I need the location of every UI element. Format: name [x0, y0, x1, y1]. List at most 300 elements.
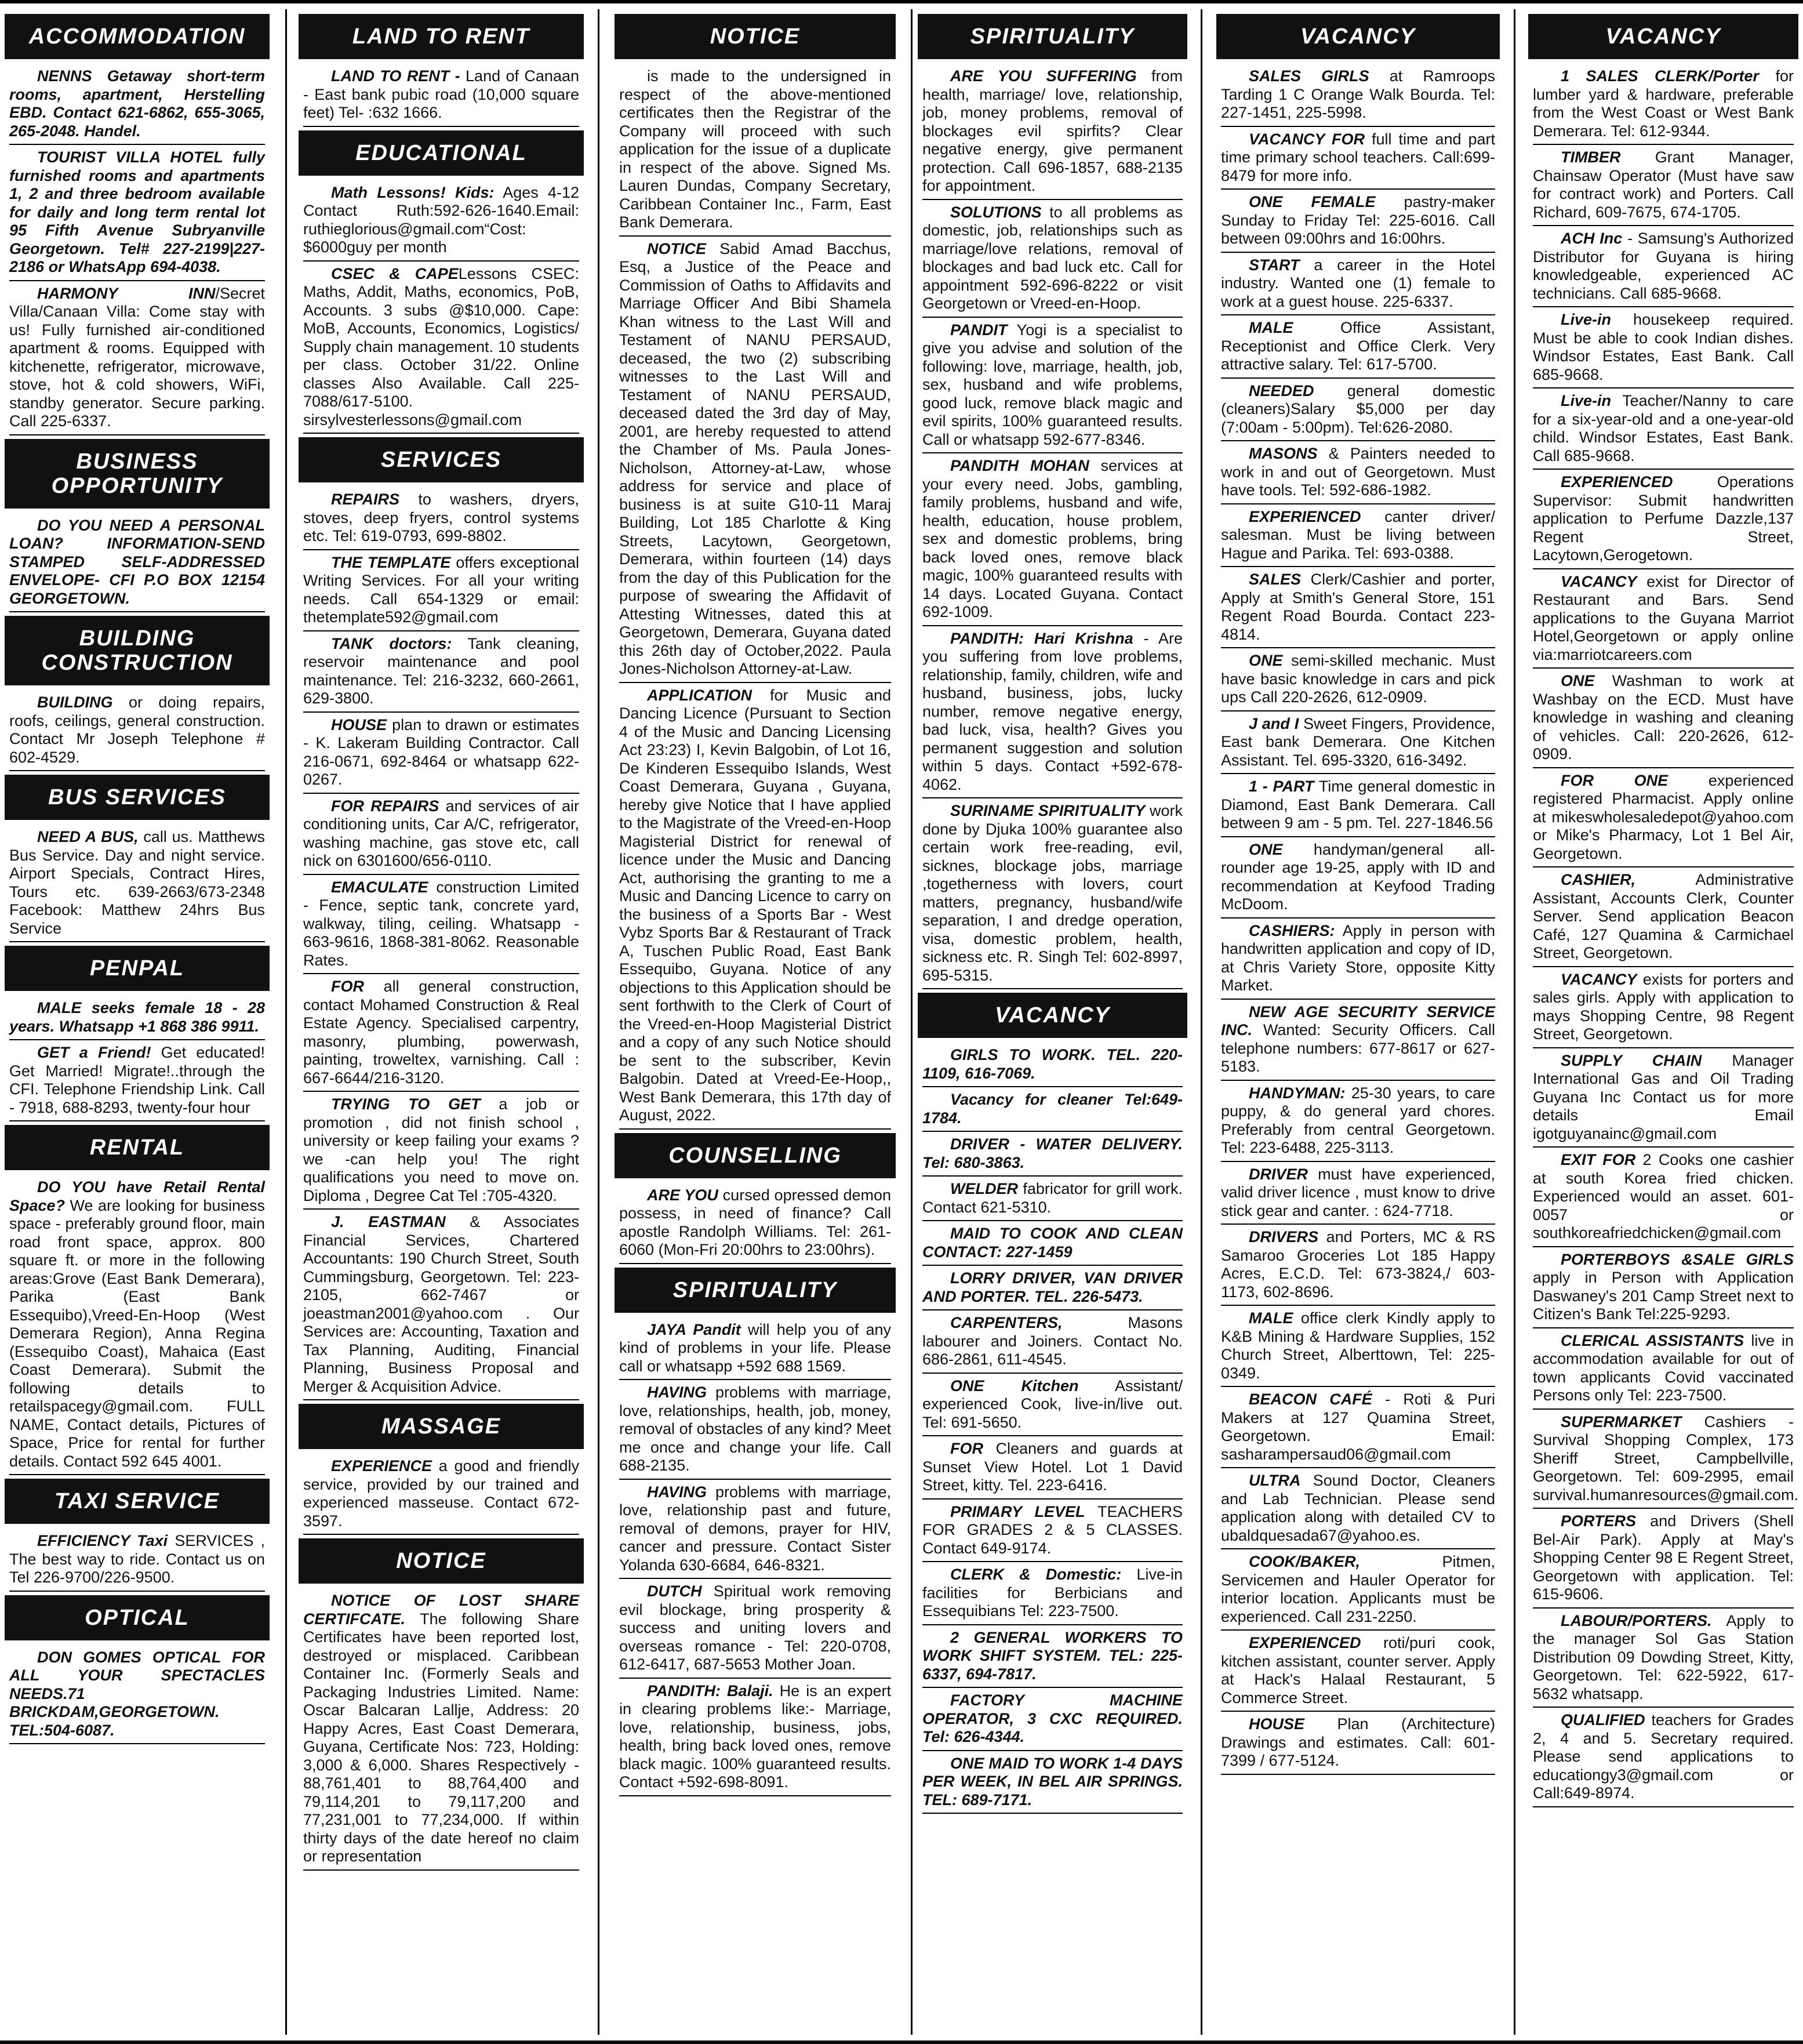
ad-lead: HAVING [647, 1384, 707, 1401]
section-header: SPIRITUALITY [918, 14, 1187, 59]
classified-ad [922, 204, 1183, 318]
ad-lead: DO YOU NEED A PERSONAL LOAN? INFORMATION-SEND STAMPED SELF-ADDRESSED ENVELOPE- CFI P.O BOX 12154 GEORGETOWN. [9, 516, 265, 607]
classified-ad [1221, 67, 1495, 127]
ad-body: SERVICES , The best way to ride. Contact us on Tel 226-9700/226-9500. [9, 1532, 265, 1586]
ad-body: Get educated! Get Married! Migrate!..through the CFI. Telephone Friendship Link. Call - 7918, 688-8293, twenty-four hour [9, 1044, 265, 1116]
ad-lead: PRIMARY LEVEL [950, 1502, 1085, 1520]
ad-body: Apply to the manager Sol Gas Station Distribution 09 Dowding Street, Kitty, Georgetown. Tel: 622-5922, 617-5632 whatsapp. [1533, 1611, 1794, 1702]
ad-body: Administrative Assistant, Accounts Clerk, Counter Server. Send application Beacon Café, 127 Quamina & Carmichael Street, Georgetown. [1533, 871, 1794, 961]
column-divider [911, 9, 913, 2035]
classified-ad [922, 630, 1183, 799]
section-header: EDUCATIONAL [299, 130, 584, 176]
ad-body: for Music and Dancing Licence (Pursuant to Section 4 of the Music and Dancing Licensing Act 23:23) I, Kevin Balgobin, of Lot 16, De Kinderen Essequibo Islands, West Coast Demerara, Guyana , Guyana, hereby give Notice that I have applied to the Magistrate of the Vreed-en-Hoop Magisterial District for renewal of licence under the Music and Dancing Act, authorising the granting to me a Music and Dancing Licence to carry on the business of a Sports Bar - West Vybz Sports Bar & Restaurant of Track A, Tuschen Public Road, East Bank Essequibo, Guyana. Notice of any objections to this Application should be sent forthwith to the Clerk of Court of the Vreed-en-Hoop Magisterial District and a copy of any such Notice should be sent to the subscriber, Kevin Balgobin. Dated at Vreed-Ee-Hoop,, West Bank Demerara, this 17th day of August, 2022. [619, 686, 891, 1124]
ad-lead: ARE YOU SUFFERING [950, 67, 1137, 85]
ad-lead: HAVING [647, 1483, 707, 1501]
ad-body: Cashiers - Survival Shopping Complex, 173 Sheriff Street, Campbellville, Georgetown. Tel: 609-2995, email survival.humanresources@gmail.com. [1533, 1413, 1798, 1504]
classified-ad [1533, 1711, 1794, 1807]
ad-body: The following Share Certificates have been reported lost, destroyed or misplaced. Caribbean Container Inc. (Formerly Seals and Packaging Industries Limited. Name: Oscar Balcaran Lallje, Address: 20 Happy Acres, East Coast Demerara, Guyana, Certificate Nos: 723, Holding: 3,000 & 6,000. Shares Respectively - 88,761,401 to 88,764,400 and 79,114,201 to 79,117,200 and 77,231,001 to 77,234,000. If within thirty days of the date hereof no claim or representation [303, 1610, 579, 1865]
ad-body: and services of air conditioning units, Car A/C, refrigerator, washing machine, gas stove etc, call nick on 6301600/656-0110. [303, 797, 579, 869]
ad-lead: TANK doctors: [331, 634, 452, 652]
ad-lead: VACANCY [1561, 970, 1637, 988]
classified-ad [9, 694, 265, 771]
section-header: NOTICE [299, 1538, 584, 1584]
ad-lead: NOTICE [647, 239, 707, 257]
classified-ad [922, 802, 1183, 989]
section-header: MASSAGE [299, 1404, 584, 1449]
classified-ad [9, 1044, 265, 1121]
ad-body: Live-in facilities for Berbicians and Essequibians Tel: 223-7500. [922, 1566, 1183, 1620]
ad-lead: ULTRA [1249, 1472, 1301, 1489]
classified-ad [1221, 319, 1495, 379]
ad-lead: NENNS Getaway short-term rooms, apartment, Herstelling EBD. Contact 621-6862, 655-3065, 265-2048. Handel. [9, 67, 265, 140]
classified-ad [922, 1180, 1183, 1221]
classified-ad [619, 1483, 891, 1580]
ad-body: construction Limited - Fence, septic tank, concrete yard, walkway, tiling, ceiling. Whatsapp - 663-9616, 1868-381-8062. Reasonable Rates. [303, 878, 579, 969]
classified-ad [1533, 971, 1794, 1048]
classified-ad [1533, 1612, 1794, 1708]
classified-ad [1221, 1228, 1495, 1306]
classified-ad [1221, 778, 1495, 837]
classified-ad [922, 1503, 1183, 1563]
ad-lead: EXPERIENCED [1561, 473, 1673, 491]
ad-lead: ONE MAID TO WORK 1-4 DAYS PER WEEK, IN BEL AIR SPRINGS. TEL: 689-7171. [922, 1754, 1183, 1809]
classified-ad [922, 1269, 1183, 1310]
classified-ad [303, 184, 579, 262]
classified-ad [922, 1377, 1183, 1437]
classified-ad [619, 687, 891, 1130]
ad-lead: BEACON CAFÉ [1249, 1390, 1372, 1408]
ad-lead: ONE Kitchen [950, 1377, 1079, 1395]
section-header: BUSINESS OPPORTUNITY [5, 439, 270, 509]
classified-ad [303, 1213, 579, 1400]
classified-ad [1221, 1390, 1495, 1468]
classified-ad [9, 517, 265, 613]
classified-ad [303, 67, 579, 127]
ad-body: for lumber yard & hardware, preferable from the West Coast or West Bank Demerara. Tel: 612-9344. [1533, 67, 1794, 140]
ad-lead: Live-in [1561, 311, 1612, 328]
section-header: BUILDING CONSTRUCTION [5, 616, 270, 685]
ad-lead: NEW AGE SECURITY SERVICE INC. [1221, 1003, 1495, 1039]
ad-lead: VACANCY FOR [1249, 130, 1365, 148]
ad-body: TEACHERS FOR GRADES 2 & 5 CLASSES. Contact 649-9174. [922, 1502, 1183, 1557]
ad-lead: REPAIRS [331, 491, 400, 508]
classified-ad [922, 1629, 1183, 1689]
ad-body: general domestic (cleaners)Salary $5,000 per day (7:00am - 5:00pm). Tel:626-2080. [1221, 382, 1495, 436]
ad-body: Clerk/Cashier and porter, Apply at Smith's General Store, 151 Regent Road Bourda. Contact 223-4814. [1221, 571, 1495, 643]
classified-ad [922, 457, 1183, 626]
ad-body: a job or promotion , did not finish school , university or keep failing your exams ? we -can help you! The right qualifications you need to move on. Diploma , Degree Cat Tel :705-4320. [303, 1095, 579, 1204]
ad-lead: SALES GIRLS [1249, 67, 1369, 85]
classified-ad [1221, 1003, 1495, 1081]
classified-ad [1221, 571, 1495, 648]
ad-body: a career in the Hotel industry. Wanted one (1) female to work at a guest house. 225-6337. [1221, 256, 1495, 310]
classified-ad [303, 797, 579, 875]
section-header: RENTAL [5, 1125, 270, 1170]
classified-ad [303, 878, 579, 975]
ad-lead: 2 GENERAL WORKERS TO WORK SHIFT SYSTEM. TEL: 225-6337, 694-7817. [922, 1628, 1183, 1683]
ad-lead: PANDITH: Hari Krishna [950, 629, 1133, 647]
ad-body: & Painters needed to work in and out of Georgetown. Must have tools. Tel: 592-686-1982. [1221, 445, 1495, 499]
ad-body: and Drivers (Shell Bel-Air Park). Apply at May's Shopping Center 98 E Regent Street, Georgetown with application. Tel: 615-9606. [1533, 1512, 1794, 1603]
ad-body: Time general domestic in Diamond, East Bank Demerara. Call between 9 am - 5 pm. Tel. 227-1846.56 [1221, 778, 1495, 832]
ad-lead: HANDYMAN: [1249, 1084, 1346, 1102]
ad-lead: MAID TO COOK AND CLEAN CONTACT: 227-1459 [922, 1225, 1183, 1261]
ad-body: He is an expert in clearing problems like:- Marriage, love, relationship, business, jobs, health, bring back loved ones, remove black magic. 100% guaranteed results. Contact +592-698-8091. [619, 1682, 892, 1791]
classified-ad [1533, 230, 1794, 307]
classified-ad [1533, 1512, 1794, 1609]
ad-lead: EXPERIENCE [331, 1457, 432, 1475]
ad-body: teachers for Grades 2, 4 and 5. Secretary required. Please send applications to educationgy3@gmail.com or Call:649-8974. [1533, 1711, 1794, 1802]
ad-lead: VACANCY [1561, 572, 1637, 590]
classified-ad [303, 1095, 579, 1210]
ad-body: Cleaners and guards at Sunset View Hotel. Lot 1 David Street, kitty. Tel. 223-6416. [922, 1440, 1183, 1494]
classified-ad [9, 1649, 265, 1745]
ad-body: Ages 4-12 Contact Ruth:592-626-1640.Email: ruthieglorious@gmail.com“Cost: $6000guy per month [303, 183, 579, 256]
ad-lead: EFFICIENCY Taxi [37, 1532, 168, 1549]
ad-body: full time and part time primary school teachers. Call:699-8479 for more info. [1221, 130, 1496, 184]
ad-lead: 1 SALES CLERK/Porter [1561, 67, 1760, 85]
ad-lead: FACTORY MACHINE OPERATOR, 3 CXC REQUIRED. Tel: 626-4344. [922, 1691, 1183, 1745]
classified-ad [1221, 1634, 1495, 1712]
classified-ad [303, 491, 579, 550]
ad-lead: TOURIST VILLA HOTEL fully furnished rooms and apartments 1, 2 and three bedroom available for daily and long term rental lot 95 Fifth Avenue Subryanville Georgetown. Tel# 227-2199|227-2186 or WhatsApp 694-4038. [9, 148, 265, 275]
ad-body: /Secret Villa/Canaan Villa: Come stay with us! Fully furnished air-conditioned apartment & rooms. Equipped with kitchenette, refrigerator, microwave, stove, hot & cold showers, WiFi, standby generator. Secure parking. Call 225-6337. [9, 284, 265, 430]
section-header: OPTICAL [5, 1595, 270, 1640]
ad-lead: DRIVER - WATER DELIVERY. Tel: 680-3863. [922, 1135, 1183, 1171]
ad-lead: ARE YOU [647, 1186, 718, 1204]
classified-ad [1221, 193, 1495, 253]
section-header: BUS SERVICES [5, 775, 270, 820]
classified-ad [303, 1457, 579, 1535]
ad-lead: FOR [331, 978, 364, 995]
classified-ad [1533, 1251, 1794, 1328]
ad-lead: Live-in [1561, 392, 1612, 409]
classified-ad [1221, 715, 1495, 775]
ad-body: to all problems as domestic, job, relationships such as marriage/love relations, removal of blockages and bad luck etc. Call for appointment 592-696-8222 or visit Georgetown or Vreed-en-Hoop. [922, 203, 1183, 312]
classified-ad [1533, 772, 1794, 868]
section-header: LAND TO RENT [299, 14, 584, 59]
ad-body: - Samsung's Authorized Distributor for Guyana is hiring knowledgeable, experienced AC technicians. Call 685-9668. [1533, 230, 1794, 302]
ad-body: Washman to work at Washbay on the ECD. Must have knowledge in washing and cleaning of vehicles. Call: 220-2626, 612-0909. [1533, 672, 1794, 763]
classified-ad [9, 285, 265, 435]
ad-lead: Math Lessons! Kids: [331, 183, 495, 201]
ad-lead: NOTICE OF LOST SHARE CERTIFCATE. [303, 1592, 579, 1628]
section-header: COUNSELLING [615, 1133, 896, 1178]
ad-body: or doing repairs, roofs, ceilings, general construction. Contact Mr Joseph Telephone # 602-4529. [9, 694, 265, 766]
classified-ad [1221, 1309, 1495, 1387]
classified-ad [1221, 1715, 1495, 1775]
classified-ad [1221, 841, 1495, 918]
ad-body: Spiritual work removing evil blockage, bring prosperity & success and uniting lovers and overseas romance - Tel: 220-0708, 612-6417, 687-5653 Mother Joan. [619, 1582, 891, 1673]
ad-lead: GIRLS TO WORK. TEL. 220-1109, 616-7069. [922, 1046, 1183, 1082]
classified-ad [619, 1682, 891, 1796]
ad-lead: CARPENTERS, [950, 1314, 1063, 1331]
ad-body: handyman/general all-rounder age 19-25, apply with ID and recommendation at Keyfood Trading McDoom. [1221, 840, 1495, 913]
ad-lead: ACH Inc [1561, 230, 1623, 247]
classified-ad [922, 1566, 1183, 1625]
column-divider [285, 9, 287, 2035]
classified-ad [9, 1178, 265, 1475]
ad-lead: FOR REPAIRS [331, 797, 439, 815]
ad-body: Sweet Fingers, Providence, East bank Demerara. One Kitchen Assistant. Tel. 695-3320, 616-3492. [1221, 714, 1495, 769]
classified-ad [1221, 1166, 1495, 1225]
ad-lead: PANDITH MOHAN [950, 457, 1089, 474]
ad-lead: FOR ONE [1561, 771, 1668, 789]
ad-body: - Are you suffering from love problems, relationship, family, children, wife and husband, business, jobs, lucky number, remove negative energy, bad luck, visa, health? Gives you permanent suggestion and solution within 5 days. Contact +592-678-4062. [922, 629, 1183, 793]
classified-ad [1533, 392, 1794, 470]
ad-body: 25-30 years, to care puppy, & do general yard chores. Preferably from central Georgetown. Tel: 223-6488, 225-3113. [1221, 1084, 1495, 1156]
ad-body: housekeep required. Must be able to cook Indian dishes. Windsor Estates, East Bank. Call 685-9668. [1533, 311, 1794, 383]
section-header: SERVICES [299, 437, 584, 482]
classified-ad [1533, 871, 1794, 967]
ad-body: Operations Supervisor: Submit handwritten application to Perfume Dazzle,137 Regent Street, Lacytown,Gerogetown. [1533, 473, 1794, 564]
ad-lead: HOUSE [331, 716, 387, 734]
ad-body: Office Assistant, Receptionist and Office Clerk. Very attractive salary. Tel: 617-5700. [1221, 319, 1495, 373]
ad-lead: TIMBER [1561, 148, 1621, 166]
ad-lead: LABOUR/PORTERS. [1561, 1611, 1712, 1629]
classified-ad [922, 1691, 1183, 1751]
ad-body: Teacher/Nanny to care for a six-year-old and a one-year-old child. Windsor Estates, East Bank. Call 685-9668. [1533, 392, 1794, 464]
classified-ad [9, 148, 265, 281]
classified-ad [303, 554, 579, 631]
ad-lead: EXPERIENCED [1249, 1634, 1361, 1651]
ad-lead: CSEC & CAPE [331, 264, 459, 282]
ad-body: is made to the undersigned in respect of the above-mentioned certificates then the Registrar of the Company will proceed with such application for the issue of a duplicate in respect of the above. Signed Ms. Lauren Dundas, Company Secretary, Caribbean Container Inc., Farm, East Bank Demerara. [619, 67, 891, 231]
ad-lead: ONE FEMALE [1249, 193, 1376, 210]
ad-lead: PORTERS [1561, 1512, 1637, 1530]
ad-lead: EXIT FOR [1561, 1151, 1636, 1168]
section-header: VACANCY [1528, 14, 1798, 59]
ad-body: We are looking for business space - preferably ground floor, main road front space, approx. 800 square ft. or more in the following areas:Grove (East Bank Demerara), Parika (East Bank Essequibo),Vreed-En-Hoop (West Demerara Region), Anna Regina (Essequibo Coast), Mahaica (East Coast Demerara). Submit the following details to retailspacegy@gmail.com. FULL NAME, Contact details, Pictures of Space, Price for rental for further details. Contact 592 645 4001. [9, 1196, 265, 1470]
classified-ad [9, 999, 265, 1040]
section-header: TAXI SERVICE [5, 1479, 270, 1524]
classified-ad [922, 1091, 1183, 1132]
ad-lead: APPLICATION [647, 686, 752, 704]
classified-ad [1221, 508, 1495, 568]
ad-body: Plan (Architecture) Drawings and estimates. Call: 601-7399 / 677-5124. [1221, 1715, 1495, 1769]
ad-body: plan to drawn or estimates - K. Lakeram Building Contractor. Call 216-0671, 692-8464 or whatsapp 622-0267. [303, 716, 579, 788]
classified-ad [9, 1532, 265, 1592]
classified-ad [9, 67, 265, 145]
classified-ad [1533, 148, 1794, 226]
ad-body: problems with marriage, love, relationship past and future, removal of demons, prayer for HIV, cancer and pressure. Contact Sister Yolanda 630-6684, 646-8321. [619, 1483, 891, 1574]
classified-ad [1533, 672, 1794, 768]
ad-lead: MASONS [1249, 445, 1318, 462]
column-6 [1528, 7, 1798, 2037]
ad-body: cursed opressed demon possess, in need of finance? Call apostle Randolph Williams. Tel: 261-6060 (Mon-Fri 20:00hrs to 23:00hrs). [619, 1186, 892, 1258]
ad-lead: SUPPLY CHAIN [1561, 1051, 1702, 1069]
ad-body: canter driver/ salesman. Must be living between Hague and Parika. Tel: 693-0388. [1221, 507, 1495, 562]
ad-lead: LAND TO RENT - [331, 67, 460, 85]
ad-lead: JAYA Pandit [647, 1320, 741, 1338]
classified-ad [922, 1755, 1183, 1814]
ad-body: Wanted: Security Officers. Call telephone numbers: 677-8617 or 627-5183. [1221, 1021, 1495, 1075]
ad-lead: CASHIERS: [1249, 921, 1335, 939]
ad-lead: ONE [1561, 672, 1595, 689]
ad-lead: COOK/BAKER, [1249, 1553, 1361, 1570]
ad-lead: PANDIT [950, 321, 1008, 339]
ad-lead: CLERK & Domestic: [950, 1566, 1122, 1583]
ad-lead: SALES [1249, 571, 1302, 588]
ad-body: roti/puri cook, kitchen assistant, counter server. Apply at Hack's Halaal Restaurant, 5 Commerce Street. [1221, 1634, 1495, 1707]
classified-ad [922, 1314, 1183, 1374]
classified-ad [1221, 922, 1495, 1000]
classified-ad [1221, 1553, 1495, 1631]
section-header: PENPAL [5, 946, 270, 991]
classified-ad [303, 716, 579, 794]
ad-body: semi-skilled mechanic. Must have basic knowledge in cars and pick ups Call 220-2626, 612-0909. [1221, 652, 1495, 706]
column-4 [918, 7, 1187, 2037]
classified-ad [619, 1384, 891, 1480]
ad-body: from health, marriage/ love, relationship, job, money problems, removal of blockages evil spirfits? Clear negative energy, give permanent protection. Call 696-1857, 688-2135 for appointment. [922, 67, 1183, 194]
ad-lead: MALE seeks female 18 - 28 years. Whatsapp +1 868 386 9911. [9, 999, 265, 1035]
ad-lead: DUTCH [647, 1582, 702, 1600]
ad-body: Grant Manager, Chainsaw Operator (Must have saw for contract work) and Porters. Call Richard, 609-7675, 674-1705. [1533, 148, 1794, 221]
column-1 [5, 7, 270, 2037]
column-5 [1216, 7, 1500, 2037]
classified-ad [1221, 256, 1495, 316]
ad-lead: CLERICAL ASSISTANTS [1561, 1331, 1744, 1349]
ad-body: Yogi is a specialist to give you advise and solution of the following: love, marriage, health, job, sex, husband and wife problems, good luck, remove black magic and evil spirits, 100% guaranteed results. Call or whatsapp 592-677-8346. [922, 321, 1183, 448]
classified-ad [1221, 130, 1495, 190]
classified-ad [922, 321, 1183, 454]
classified-ad [922, 1225, 1183, 1266]
classified-ad [1221, 382, 1495, 442]
ad-lead: GET a Friend! [37, 1044, 151, 1061]
ad-body: Masons labourer and Joiners. Contact No. 686-2861, 611-4545. [922, 1314, 1183, 1368]
ad-body: work done by Djuka 100% guarantee also certain work free-reading, evil, sicknes, blockage jobs, marriage ,togetherness with lovers, court matters, pregnancy, husband/wife separation, I and dredge operation, visa, domestic problem, health, sickness etc. R. Singh Tel: 602-8997, 695-5315. [922, 802, 1183, 984]
classified-ad [619, 1582, 891, 1679]
ad-lead: NEED A BUS, [37, 828, 139, 845]
classified-ad [9, 828, 265, 942]
ad-body: exists for porters and sales girls. Apply with application to mays Shopping Centre, 98 Regent Street, Georgetown. [1533, 970, 1794, 1043]
ad-body: Manager International Gas and Oil Trading Guyana Inc Contact us for more details Email igotguyanainc@gmail.com [1533, 1051, 1794, 1142]
ad-body: Sabid Amad Bacchus, Esq, a Justice of the Peace and Commission of Oaths to Affidavits and Marriage Officer And Bibi Shamela Khan witness to the Last Will and Testament of NANU PERSAUD, deceased, the two (2) subscribing witnesses to the Last Will and Testament of NANU PERSAUD, deceased dated the 3rd day of May, 2001, are hereby requested to attend the Chamber of Ms. Paula Jones-Nicholson, Attorney-at-Law, whose address for service and place of business is at suite G10-11 Maraj Building, Lot 185 Charlotte & King Streets, Lacytown, Georgetown, Demerara, within fourteen (14) days from the day of this Publication for the purpose of swearing the Affidavit of Attesting Witnesses, dated this at Georgetown, Demerara, Guyana dated this 26th day of October,2022. Paula Jones-Nicholson Attorney-at-Law. [619, 239, 891, 677]
ad-lead: DRIVERS [1249, 1228, 1319, 1246]
ad-lead: J. EASTMAN [331, 1213, 446, 1230]
classified-ad [1533, 1332, 1794, 1410]
ad-lead: SUPERMARKET [1561, 1413, 1682, 1431]
classified-ad [303, 635, 579, 713]
ad-body: Assistant/ experienced Cook, live-in/live out. Tel: 691-5650. [922, 1377, 1183, 1431]
column-divider [598, 9, 599, 2035]
ad-body: fabricator for grill work. Contact 621-5310. [922, 1180, 1183, 1216]
column-3 [615, 7, 896, 2037]
ad-lead: LORRY DRIVER, VAN DRIVER AND PORTER. TEL. 226-5473. [922, 1269, 1183, 1305]
ad-lead: EMACULATE [331, 878, 428, 896]
ad-body: apply in Person with Application Daswaney's 201 Camp Street next to Citizen's Bank Tel:225-9293. [1533, 1269, 1794, 1323]
ad-body: office clerk Kindly apply to K&B Mining & Hardware Supplies, 152 Church Street, Alberttown, Tel: 225-0349. [1221, 1309, 1495, 1382]
ad-lead: THE TEMPLATE [331, 553, 451, 571]
column-divider [1514, 9, 1515, 2035]
ad-body: & Associates Financial Services, Chartered Accountants: 190 Church Street, South Cummingsburg, Georgetown. Tel: 223-2105, 662-7467 or joeastman2001@yahoo.com . Our Services are: Accounting, Taxation and Tax Planning, Auditing, Financial Planning, Business Proposal and Merger & Acquisition Advice. [303, 1213, 579, 1395]
ad-body: a good and friendly service, provided by our trained and experienced masseuse. Contact 672-3597. [303, 1457, 579, 1530]
classified-ad [922, 1440, 1183, 1500]
ad-body: to washers, dryers, stoves, deep fryers, control systems etc. Tel: 619-0793, 699-8802. [303, 491, 579, 544]
ad-lead: 1 - PART [1249, 778, 1314, 795]
ad-body: experienced registered Pharmacist. Apply online at mikeswholesaledepot@yahoo.com or Mike's Pharmacy, Lot 1 Bel Air, Georgetown. [1533, 771, 1794, 862]
ad-lead: DRIVER [1249, 1165, 1308, 1183]
classified-ad [1533, 473, 1794, 569]
ad-body: Sound Doctor, Cleaners and Lab Technician. Please send application along with detailed CV to ubaldquesada67@yahoo.es. [1221, 1472, 1495, 1544]
ad-lead: ONE [1249, 652, 1283, 669]
ad-lead: TRYING TO GET [331, 1095, 481, 1113]
classified-ad [1221, 652, 1495, 711]
classified-ad [303, 265, 579, 434]
ad-lead: PANDITH: Balaji. [647, 1682, 773, 1700]
classified-ad [1221, 1084, 1495, 1162]
classified-ad [1533, 311, 1794, 389]
ad-body: offers exceptional Writing Services. For all your writing needs. Call 654-1329 or email: thetemplate592@gmail.com [303, 553, 579, 626]
ad-body: and Porters, MC & RS Samaroo Groceries Lot 185 Happy Acres, E.C.D. Tel: 673-3824,/ 603-1173, 602-8696. [1221, 1228, 1495, 1301]
ad-body: must have experienced, valid driver licence , must know to drive stick gear and canter. : 624-7718. [1221, 1165, 1495, 1219]
ad-lead: ONE [1249, 840, 1283, 858]
ad-body: will help you of any kind of problems in your life. Please call or whatsapp +592 688 1569. [619, 1320, 891, 1375]
ad-lead: QUALIFIED [1561, 1711, 1645, 1729]
ad-body: at Ramroops Tarding 1 C Orange Walk Bourda. Tel: 227-1451, 225-5998. [1221, 67, 1495, 121]
classified-ad [619, 67, 891, 237]
ad-lead: WELDER [950, 1180, 1018, 1197]
classified-ad [922, 67, 1183, 200]
ad-lead: SOLUTIONS [950, 203, 1042, 221]
ad-body: Land of Canaan - East bank pubic road (10,000 square feet) Tel- :632 1666. [303, 67, 579, 121]
ad-lead: MALE [1249, 319, 1293, 336]
classified-ad [303, 1592, 579, 1871]
ad-body: services at your every need. Jobs, gambling, family problems, husband and wife, health, education, house problem, sex and domestic problems, bring back loved ones, remove black magic, 100% guaranteed results with 14 days. Located Guyana. Contact 692-1009. [922, 457, 1183, 620]
ad-body: Apply in person with handwritten application and copy of ID, at Chris Variety Store, opposite Kitty Market. [1221, 921, 1495, 994]
ad-body: Lessons CSEC: Maths, Addit, Maths, economics, PoB, Accounts. 3 subs @$10,000. Cape: MoB, Accounts, Economics, Logistics/ Supply chain management. 10 students per class. October 31/22. Online classes Also Available. Call 225-7088/617-5100. sirsylvesterlessons@gmail.com [303, 264, 579, 429]
ad-body: Tank cleaning, reservoir maintenance and pool maintenance. Tel: 216-3232, 660-2661, 629-3800. [303, 634, 579, 707]
ad-lead: HARMONY INN [37, 284, 216, 302]
classified-ad [1533, 573, 1794, 669]
column-divider [1201, 9, 1202, 2035]
ad-lead: SURINAME SPIRITUALITY [950, 802, 1146, 819]
ad-lead: MALE [1249, 1309, 1293, 1327]
classified-ad [619, 240, 891, 683]
ad-lead: START [1249, 256, 1300, 274]
ad-body: Pitmen, Servicemen and Hauler Operator for interior location. Applicants must be experienced. Call 231-2250. [1221, 1553, 1495, 1625]
classified-ad [619, 1321, 891, 1381]
ad-body: problems with marriage, love, relationships, health, job, money, removal of obstacles of any kind? Meet me once and change your life. Call 688-2135. [619, 1384, 891, 1474]
ad-lead: PORTERBOYS &SALE GIRLS [1561, 1250, 1794, 1268]
classified-ad [922, 1135, 1183, 1177]
ad-lead: EXPERIENCED [1249, 507, 1361, 525]
classified-ad [303, 978, 579, 1092]
ad-body: - Roti & Puri Makers at 127 Quamina Street, Georgetown. Email: sasharampersaud06@gmail.com [1221, 1390, 1495, 1463]
ad-lead: BUILDING [37, 694, 113, 711]
classified-ad [1533, 1052, 1794, 1148]
classified-ad [619, 1186, 891, 1264]
classified-ad [1221, 445, 1495, 504]
section-header: VACANCY [1216, 14, 1500, 59]
ad-body: 2 Cooks one cashier at south Korea fried chicken. Experienced would an asset. 601-0057 or southkoreafriedchicken@gmail.com [1533, 1151, 1794, 1241]
ad-body: all general construction, contact Mohamed Construction & Real Estate Agency. Specialised carpentry, masonry, plumbing, powerwash, painting, troweltex, varnishing. Call : 667-6644/216-3120. [303, 978, 579, 1087]
ad-lead: CASHIER, [1561, 871, 1636, 888]
ad-lead: DO YOU have Retail Rental Space? [9, 1178, 265, 1214]
ad-body: call us. Matthews Bus Service. Day and night service. Airport Specials, Contract Hires, Tours etc. 639-2663/673-2348 Facebook: Matthew 24hrs Bus Service [9, 828, 265, 937]
classified-ad [1533, 1413, 1798, 1509]
classified-ad [1221, 1472, 1495, 1549]
ad-lead: HOUSE [1249, 1715, 1305, 1733]
ad-body: live in accommodation available for out of town applicants Covid vaccinated Persons only Tel: 223-7500. [1533, 1331, 1794, 1404]
ad-lead: FOR [950, 1440, 983, 1457]
ad-lead: DON GOMES OPTICAL FOR ALL YOUR SPECTACLES NEEDS.71 BRICKDAM,GEORGETOWN. TEL:504-6087. [9, 1648, 265, 1739]
ad-lead: Vacancy for cleaner Tel:649-1784. [922, 1091, 1183, 1127]
column-2 [299, 7, 584, 2037]
ad-body: exist for Director of Restaurant and Bars. Send applications to the Guyana Marriot Hotel,Georgetown or apply online via:marriotcareers.com [1533, 572, 1794, 663]
section-header: ACCOMMODATION [5, 14, 270, 59]
ad-body: pastry-maker Sunday to Friday Tel: 225-6016. Call between 09:00hrs and 16:00hrs. [1221, 193, 1495, 247]
